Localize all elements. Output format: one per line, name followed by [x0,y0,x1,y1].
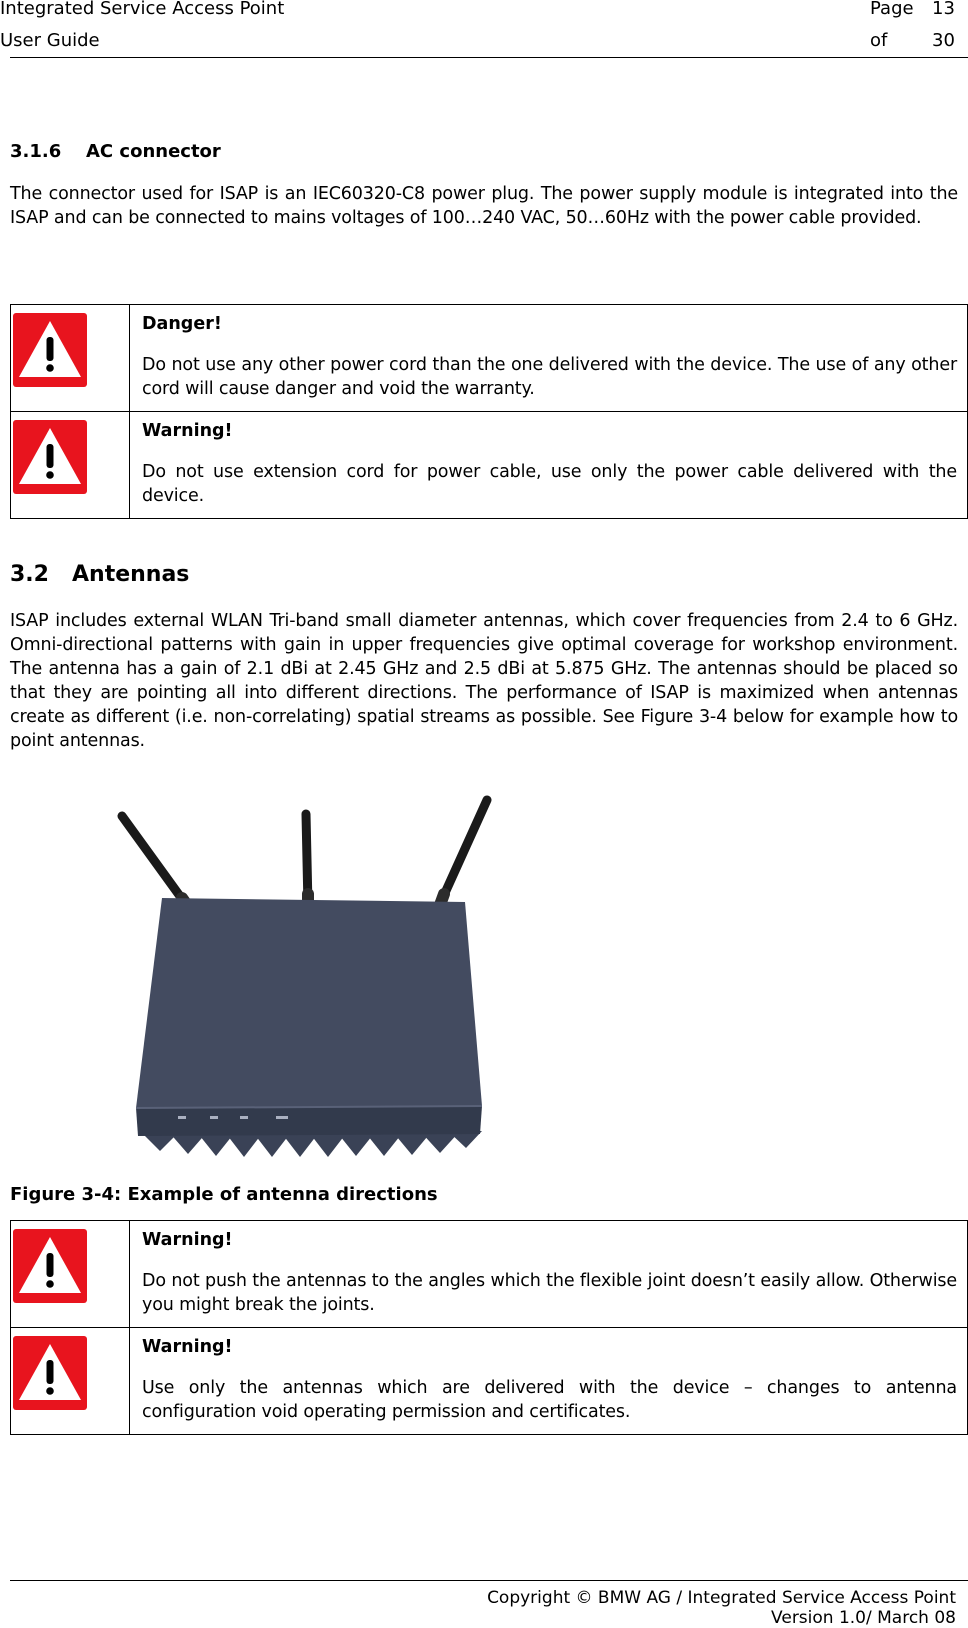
section-32-heading: Antennas [72,562,190,587]
footer-divider [10,1580,968,1581]
section-316-number: 3.1.6 [10,141,62,162]
warning-triangle-icon [13,313,87,387]
document-title: Integrated Service Access Point [0,0,285,19]
of-label: of [870,30,888,51]
notice-table-antennas [10,1220,968,1435]
section-32-paragraph: ISAP includes external WLAN Tri-band small diameter antennas, which cover frequencies from 2.4 to 6 GHz. Omni-directional patterns with gain in upper frequencies give optimal coverage for workshop environment. The antenna has a gain of 2.1 dBi at 2.45 GHz and 2.5 dBi at 5.875 GHz. The antennas should be placed so that they are pointing all into different directions. The performance of ISAP is maximized when antennas create as different (i.e. non-correlating) spatial streams as possible. See Figure 3-4 below for example how to point antennas. [10,611,958,751]
notice-text-cell [130,1328,968,1435]
notice-title: Warning! [142,1337,233,1357]
notice-table-power [10,304,968,519]
notice-title: Danger! [142,314,222,334]
page-label: Page [870,0,914,19]
notice-title: Warning! [142,1230,233,1250]
router-top-panel [136,898,482,1108]
notice-text-cell [130,412,968,519]
notice-message: Do not use extension cord for power cable, use only the power cable delivered with the device. [142,462,957,506]
notice-text-cell [130,1221,968,1328]
warning-triangle-icon [13,420,87,494]
section-32-number: 3.2 [10,562,49,587]
antenna-router-photo [10,776,586,1168]
notice-row-warning [11,1221,968,1328]
antenna-right [436,800,487,916]
notice-message: Use only the antennas which are delivered with the device – changes to antenna configuration void operating permission and certificates. [142,1378,957,1422]
notice-row-danger [11,305,968,412]
notice-icon-cell [11,412,130,519]
notice-row-warning [11,1328,968,1435]
footer-copyright: Copyright © BMW AG / Integrated Service Access Point [487,1588,956,1608]
notice-row-warning [11,412,968,519]
notice-title: Warning! [142,421,233,441]
figure-caption: Figure 3-4: Example of antenna directions [10,1184,438,1205]
notice-text-cell [130,305,968,412]
notice-icon-cell [11,1328,130,1435]
section-316-heading: AC connector [86,141,221,162]
warning-triangle-icon [13,1229,87,1303]
notice-message: Do not push the antennas to the angles which the flexible joint doesn’t easily allow. Otherwise you might break the joints. [142,1271,957,1315]
notice-message: Do not use any other power cord than the one delivered with the device. The use of any other cord will cause danger and void the warranty. [142,355,957,399]
section-316-paragraph: The connector used for ISAP is an IEC60320-C8 power plug. The power supply module is integrated into the ISAP and can be connected to mains voltages of 100…240 VAC, 50…60Hz with the power cable provided. [10,184,958,228]
header-divider [10,57,968,58]
warning-triangle-icon [13,1336,87,1410]
page-total: 30 [932,30,955,51]
document-subtitle: User Guide [0,30,100,51]
router-front-panel [136,1106,482,1136]
page-number: 13 [932,0,955,19]
notice-icon-cell [11,1221,130,1328]
footer-version: Version 1.0/ March 08 [771,1608,956,1628]
notice-icon-cell [11,305,130,412]
